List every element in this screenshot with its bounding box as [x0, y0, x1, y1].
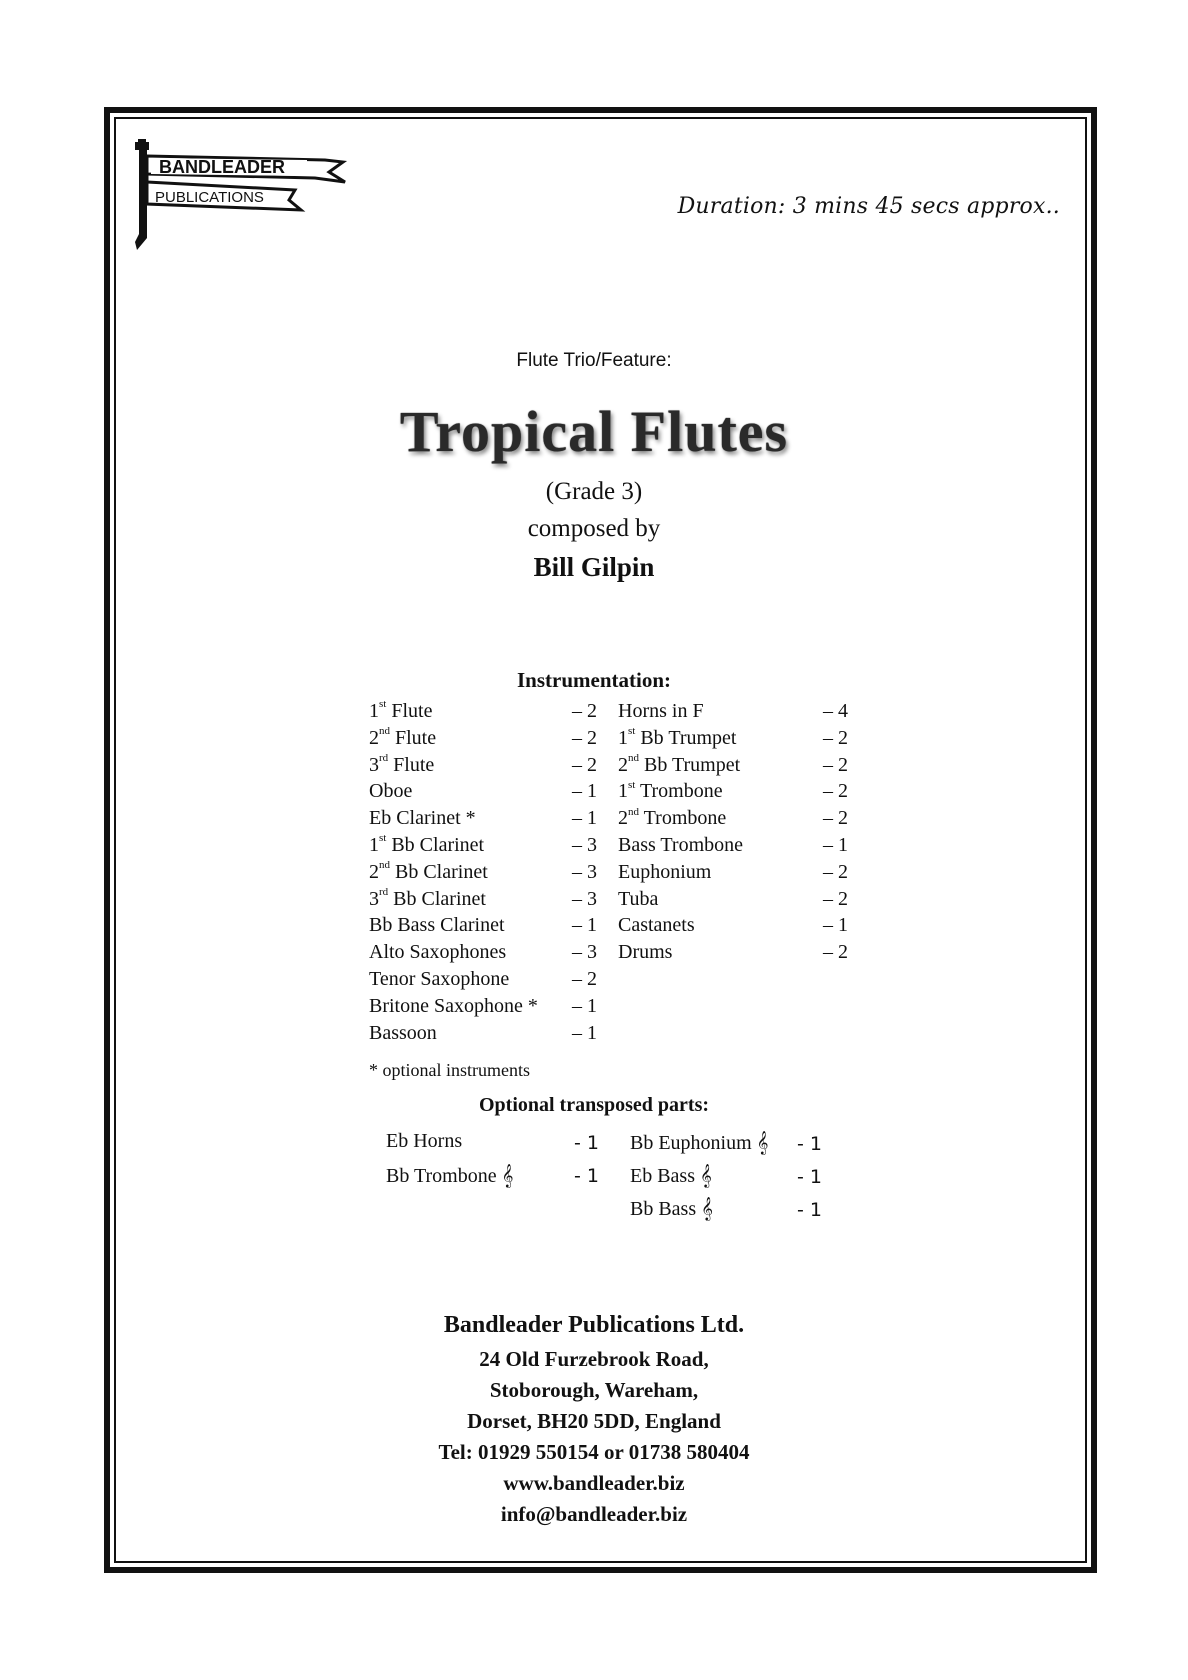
instrument-count: – 4	[823, 700, 848, 722]
instrument-count: – 2	[572, 967, 597, 990]
instrument-name	[369, 834, 484, 857]
instrument-ordinal-suffix: st	[628, 725, 636, 738]
treble-clef-icon: 𝄞	[756, 1130, 769, 1154]
optional-part-count: - 1	[797, 1199, 822, 1221]
publisher-address-line3: Dorset, BH20 5DD, England	[467, 1409, 721, 1433]
instrument-label: Drums	[618, 941, 673, 964]
instrument-ordinal: 2	[369, 860, 379, 883]
instrument-count: – 1	[572, 1021, 597, 1044]
instrument-count: – 3	[572, 833, 597, 856]
instrument-count: – 1	[572, 994, 597, 1017]
instrument-count: – 3	[572, 860, 597, 883]
instrument-name	[618, 780, 723, 803]
instrument-name	[369, 751, 435, 777]
instrument-ordinal-suffix: rd	[379, 885, 389, 898]
optional-parts-heading: Optional transposed parts:	[478, 1094, 710, 1116]
instrument-ordinal-suffix: st	[628, 778, 636, 791]
instrument-count: – 2	[823, 807, 848, 830]
bandleader-publications-logo	[125, 138, 370, 250]
piece-title: Tropical Flutes	[399, 399, 789, 464]
instrument-ordinal: 1	[369, 833, 379, 856]
instrument-label: Tenor Saxophone	[369, 967, 510, 990]
instrument-row	[618, 700, 848, 727]
instrument-label: Flute	[386, 700, 433, 722]
instrument-label: Euphonium	[618, 860, 712, 883]
instrument-count: – 2	[823, 753, 848, 776]
publisher-email[interactable]: info@bandleader.biz	[500, 1502, 688, 1526]
instrument-name	[369, 807, 476, 830]
piece-subtitle: Flute Trio/Feature:	[516, 350, 672, 371]
instrumentation-heading: Instrumentation:	[516, 668, 671, 692]
instrument-row	[369, 914, 597, 941]
instrument-count: – 2	[572, 726, 597, 749]
publisher-address-line2: Stoborough, Wareham,	[489, 1378, 699, 1402]
instrument-row	[369, 1022, 597, 1049]
instrument-name	[618, 861, 711, 884]
instrument-label: Trombone	[635, 780, 723, 803]
instrument-row	[618, 861, 848, 888]
instrument-name	[618, 807, 726, 830]
optional-part-count: - 1	[797, 1133, 822, 1155]
optional-part-name: Eb Horns	[386, 1130, 463, 1152]
instrument-row	[369, 995, 597, 1022]
optional-part-name: Bb Bass 𝄞	[630, 1196, 713, 1220]
instrument-ordinal-suffix: nd	[379, 859, 390, 872]
instrument-ordinal: 2	[618, 807, 628, 830]
publisher-address-line1: 24 Old Furzebrook Road,	[479, 1347, 709, 1371]
instrument-row	[618, 780, 848, 807]
instrument-row	[618, 941, 848, 968]
instrument-ordinal: 1	[369, 700, 379, 722]
optional-part-name: Eb Bass 𝄞	[630, 1163, 712, 1187]
instrument-ordinal-suffix: st	[379, 698, 387, 711]
instrument-name	[618, 914, 695, 937]
instrument-label: Horns in F	[618, 700, 704, 722]
instrument-ordinal-suffix: nd	[379, 725, 390, 738]
optional-instruments-note: * optional instruments	[369, 1060, 530, 1080]
instrument-row	[618, 751, 848, 781]
instrument-name	[618, 700, 704, 723]
optional-part-name: Bb Euphonium 𝄞	[630, 1130, 769, 1154]
instrument-ordinal-suffix: nd	[628, 751, 639, 764]
instrument-label: Bb Bass Clarinet	[369, 914, 505, 937]
optional-part-count: - 1	[574, 1132, 599, 1154]
instrument-count: – 2	[823, 887, 848, 910]
instrument-label: Bb Clarinet	[390, 860, 488, 883]
instrument-row	[618, 834, 848, 861]
instrument-row	[369, 941, 597, 968]
instrument-list-left	[369, 700, 597, 1048]
instrument-name	[618, 834, 743, 857]
instrument-count: – 1	[572, 914, 597, 937]
instrument-label: Castanets	[618, 914, 695, 937]
svg-text:BANDLEADER: BANDLEADER	[159, 157, 285, 177]
instrument-row	[369, 700, 597, 727]
instrument-label: Tuba	[618, 887, 659, 910]
instrument-count: – 1	[572, 780, 597, 803]
instrument-label: Bb Trumpet	[635, 726, 737, 749]
instrument-count: – 2	[823, 780, 848, 803]
instrument-row	[369, 885, 597, 915]
instrument-count: – 3	[572, 941, 597, 964]
instrument-name	[369, 941, 506, 964]
instrument-count: – 1	[823, 914, 848, 937]
duration-text: Duration: 3 mins 45 secs approx..	[677, 194, 1060, 219]
svg-text:PUBLICATIONS: PUBLICATIONS	[155, 189, 264, 206]
publisher-website[interactable]: www.bandleader.biz	[503, 1471, 685, 1495]
instrument-ordinal: 1	[618, 780, 628, 803]
instrument-ordinal: 1	[618, 726, 628, 749]
instrument-name	[618, 888, 658, 911]
instrument-row	[618, 888, 848, 915]
instrument-label: Trombone	[639, 807, 727, 830]
instrument-label: Oboe	[369, 780, 413, 803]
instrument-ordinal: 3	[369, 887, 379, 910]
optional-part-count: - 1	[797, 1166, 822, 1188]
instrument-row	[618, 727, 848, 754]
instrument-ordinal-suffix: st	[379, 832, 387, 845]
publisher-name: Bandleader Publications Ltd.	[443, 1312, 745, 1338]
piece-grade: (Grade 3)	[545, 478, 643, 505]
instrument-label: Alto Saxophones	[369, 941, 507, 964]
instrument-count: – 2	[572, 753, 597, 776]
instrument-row	[369, 807, 597, 834]
publisher-telephone: Tel: 01929 550154 or 01738 580404	[438, 1440, 750, 1464]
instrument-ordinal-suffix: nd	[628, 805, 639, 818]
instrument-count: – 2	[823, 941, 848, 964]
instrument-name	[369, 885, 486, 911]
instrument-name	[369, 1022, 437, 1045]
instrument-row	[369, 751, 597, 781]
instrument-name	[618, 941, 672, 964]
instrument-count: – 2	[823, 726, 848, 749]
instrument-label: Bb Clarinet	[388, 887, 486, 910]
instrument-ordinal: 2	[618, 753, 628, 776]
composer-name: Bill Gilpin	[533, 552, 655, 582]
instrument-label: Bb Clarinet	[386, 833, 485, 856]
instrument-name	[369, 780, 412, 803]
instrument-label: Eb Clarinet *	[369, 807, 476, 830]
treble-clef-icon: 𝄞	[501, 1163, 514, 1187]
instrument-count: – 1	[572, 807, 597, 830]
instrument-row	[618, 914, 848, 941]
optional-part-name: Bb Trombone 𝄞	[386, 1163, 514, 1187]
treble-clef-icon: 𝄞	[700, 1163, 712, 1187]
instrument-label: Bass Trombone	[618, 833, 744, 856]
instrument-name	[369, 914, 505, 937]
instrument-row	[618, 807, 848, 834]
treble-clef-icon: 𝄞	[701, 1196, 713, 1220]
instrument-label: Bassoon	[369, 1021, 437, 1044]
instrument-count: – 3	[572, 887, 597, 910]
instrument-name	[369, 861, 488, 884]
instrument-name	[618, 727, 737, 750]
instrument-ordinal-suffix: rd	[379, 751, 389, 764]
instrument-row	[369, 834, 597, 861]
instrument-name	[369, 995, 538, 1018]
instrument-ordinal: 3	[369, 753, 379, 776]
instrument-name	[369, 727, 436, 750]
instrument-list-right	[618, 700, 848, 968]
instrument-row	[369, 861, 597, 888]
instrument-ordinal: 2	[369, 726, 379, 749]
instrument-row	[369, 727, 597, 754]
instrument-name	[369, 700, 432, 723]
instrument-count: – 1	[823, 833, 848, 856]
instrument-name	[369, 968, 509, 991]
optional-part-count: - 1	[574, 1165, 599, 1187]
instrument-label: Flute	[388, 753, 435, 776]
instrument-count: – 2	[823, 860, 848, 883]
instrument-label: Bb Trumpet	[639, 753, 741, 776]
instrument-count: – 2	[572, 700, 597, 722]
instrument-row	[369, 780, 597, 807]
instrument-label: Britone Saxophone *	[369, 994, 538, 1017]
instrument-name	[618, 751, 741, 777]
instrument-row	[369, 968, 597, 995]
composed-by-label: composed by	[527, 515, 661, 542]
instrument-label: Flute	[390, 726, 437, 749]
